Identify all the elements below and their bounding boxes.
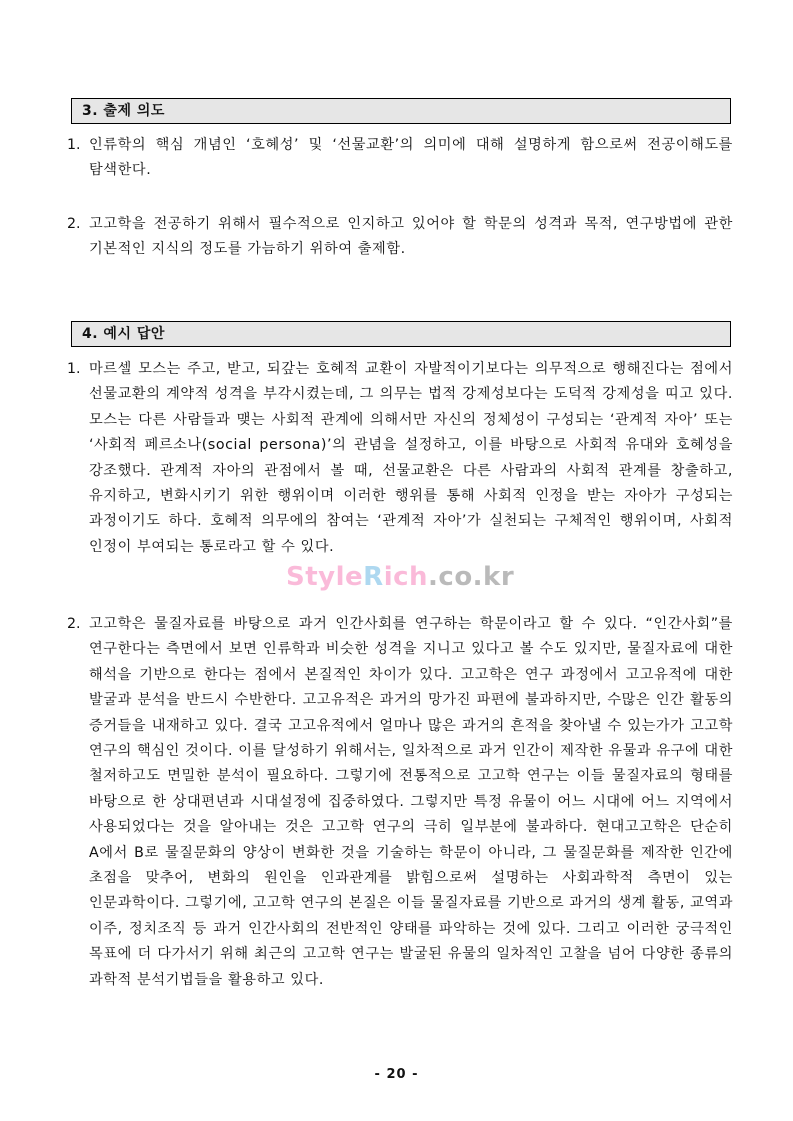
- list-item: [67, 612, 733, 993]
- watermark-style-text: Style: [286, 562, 364, 592]
- section-3-title: 3. 출제 의도: [82, 103, 165, 119]
- list-item-number: 1.: [67, 137, 81, 153]
- section-4-title: 4. 예시 답안: [82, 326, 165, 342]
- section-4-header: [71, 321, 731, 347]
- list-item-text: 인류학의 핵심 개념인 ‘호혜성’ 및 ‘선물교환’의 의미에 대해 설명하게 함으로써 전공이해도를 탐색한다.: [89, 137, 733, 179]
- watermark-logo: [286, 562, 514, 592]
- section-3-header: [71, 98, 731, 124]
- list-item-number: 1.: [67, 361, 81, 377]
- watermark-r-text: R: [363, 562, 384, 592]
- list-item-number: 2.: [67, 216, 81, 232]
- list-item: [67, 212, 733, 263]
- list-item-text: 마르셀 모스는 주고, 받고, 되갚는 호혜적 교환이 자발적이기보다는 의무적으로 행해진다는 점에서 선물교환의 계약적 성격을 부각시켰는데, 그 의무는 법적 강제성보다는 도덕적 강제성을 띠고 있다. 모스는 다른 사람들과 맺는 사회적 관계에 의해서만 자신의 정체성이 구성되는 ‘관계적 자아’ 또는 ‘사회적 페르소나(social persona)’의 관념을 설정하고, 이를 바탕으로 사회적 유대와 호혜성을 강조했다. 관계적 자아의 관점에서 볼 때, 선물교환은 다른 사람과의 사회적 관계를 창출하고, 유지하고, 변화시키기 위한 행위이며 이러한 행위를 통해 사회적 인정을 받는 자아가 구성되는 과정이기도 하다. 호혜적 의무에의 참여는 ‘관계적 자아’가 실천되는 구체적인 행위이며, 사회적 인정이 부여되는 통로라고 할 수 있다.: [89, 361, 733, 555]
- list-item-text: 고고학은 물질자료를 바탕으로 과거 인간사회를 연구하는 학문이라고 할 수 있다. “인간사회”를 연구한다는 측면에서 보면 인류학과 비슷한 성격을 지니고 있다고 볼 수도 있지만, 물질자료에 대한 해석을 기반으로 한다는 점에서 본질적인 차이가 있다. 고고학은 연구 과정에서 고고유적에 대한 발굴과 분석을 반드시 수반한다. 고고유적은 과거의 망가진 파편에 불과하지만, 수많은 인간 활동의 증거들을 내재하고 있다. 결국 고고유적에서 얼마나 많은 과거의 흔적을 찾아낼 수 있는가가 고고학 연구의 핵심인 것이다. 이를 달성하기 위해서는, 일차적으로 과거 인간이 제작한 유물과 유구에 대한 철저하고도 면밀한 분석이 필요하다. 그렇기에 전통적으로 고고학 연구는 이들 물질자료의 형태를 바탕으로 한 상대편년과 시대설정에 집중하였다. 그렇지만 특정 유물이 어느 시대에 어느 지역에서 사용되었다는 것을 알아내는 것은 고고학 연구의 극히 일부분에 불과하다. 현대고고학은 단순히 A에서 B로 물질문화의 양상이 변화한 것을 기술하는 학문이 아니라, 그 물질문화를 제작한 인간에 초점을 맞추어, 변화의 원인을 인과관계를 밝힘으로써 설명하는 사회과학적 측면이 있는 인문과학이다. 그렇기에, 고고학 연구의 본질은 이들 물질자료를 기반으로 과거의 생계 활동, 교역과 이주, 정치조직 등 과거 인간사회의 전반적인 양태를 파악하는 것에 있다. 그리고 이러한 궁극적인 목표에 더 다가서기 위해 최근의 고고학 연구는 발굴된 유물의 일차적인 고찰을 넘어 다양한 종류의 과학적 분석기법들을 활용하고 있다.: [89, 616, 733, 988]
- page-number: - 20 -: [374, 1067, 419, 1082]
- list-item: [67, 133, 733, 184]
- watermark-domain-text: .co.kr: [428, 562, 515, 592]
- list-item-text: 고고학을 전공하기 위해서 필수적으로 인지하고 있어야 할 학문의 성격과 목적, 연구방법에 관한 기본적인 지식의 정도를 가늠하기 위하여 출제함.: [89, 216, 733, 258]
- list-item-number: 2.: [67, 616, 81, 632]
- watermark-ich-text: ich: [383, 562, 429, 592]
- list-item: [67, 357, 733, 560]
